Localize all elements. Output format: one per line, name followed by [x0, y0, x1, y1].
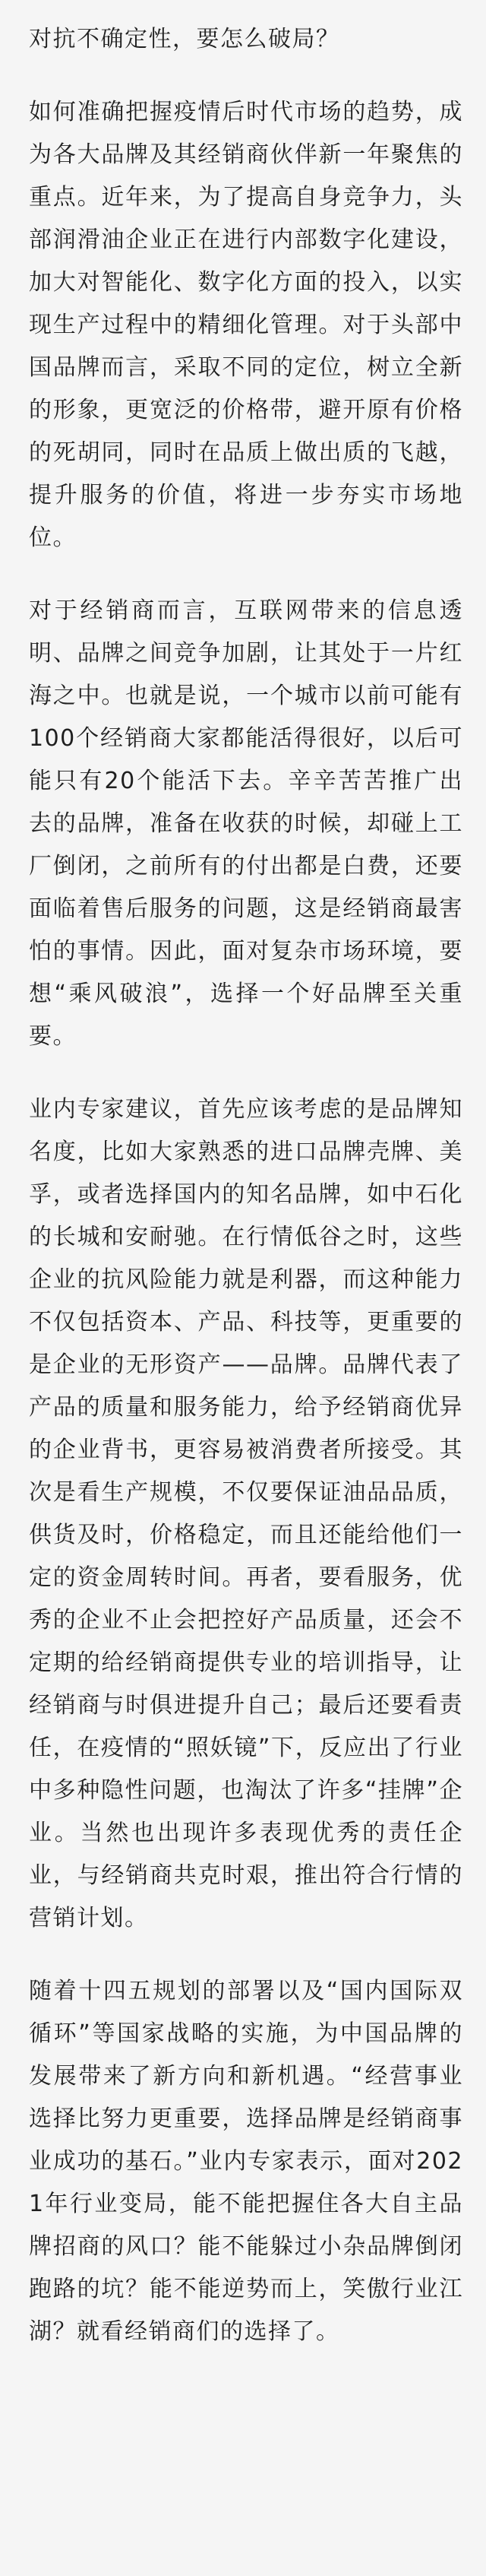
- paragraph-dealer-challenges: 对于经销商而言，互联网带来的信息透明、品牌之间竞争加剧，让其处于一片红海之中。也就是说，一个城市以前可能有100个经销商大家都能活得很好，以后可能只有20个能活下去。辛辛苦苦推广出去的品牌，准备在收获的时候，却碰上工厂倒闭，之前所有的付出都是白费，还要面临着售后服务的问题，这是经销商最害怕的事情。因此，面对复杂市场环境，要想“乘风破浪”，选择一个好品牌至关重要。: [29, 597, 463, 1050]
- paragraph-market-trends: 如何准确把握疫情后时代市场的趋势，成为各大品牌及其经销商伙伴新一年聚焦的重点。近年来，为了提高自身竞争力，头部润滑油企业正在进行内部数字化建设，加大对智能化、数字化方面的投入，以实现生产过程中的精细化管理。对于头部中国品牌而言，采取不同的定位，树立全新的形象，更宽泛的价格带，避开原有价格的死胡同，同时在品质上做出质的飞越，提升服务的价值，将进一步夯实市场地位。: [29, 99, 463, 551]
- paragraph-new-opportunities: 随着十四五规划的部署以及“国内国际双循环”等国家战略的实施，为中国品牌的发展带来了新方向和新机遇。“经营事业选择比努力更重要，选择品牌是经销商事业成功的基石。”业内专家表示，面对2021年行业变局，能不能把握住各大自主品牌招商的风口？能不能躲过小杂品牌倒闭跑路的坑？能不能逆势而上，笑傲行业江湖？就看经销商们的选择了。: [29, 1978, 463, 2345]
- paragraph-expert-advice: 业内专家建议，首先应该考虑的是品牌知名度，比如大家熟悉的进口品牌壳牌、美孚，或者选择国内的知名品牌，如中石化的长城和安耐驰。在行情低谷之时，这些企业的抗风险能力就是利器，而这种能力不仅包括资本、产品、科技等，更重要的是企业的无形资产——品牌。品牌代表了产品的质量和服务能力，给予经销商优异的企业背书，更容易被消费者所接受。其次是看生产规模，不仅要保证油品品质，供货及时，价格稳定，而且还能给他们一定的资金周转时间。再者，要看服务，优秀的企业不止会把控好产品质量，还会不定期的给经销商提供专业的培训指导，让经销商与时俱进提升自己；最后还要看责任，在疫情的“照妖镜”下，反应出了行业中多种隐性问题，也淘汰了许多“挂牌”企业。当然也出现许多表现优秀的责任企业，与经销商共克时艰，推出符合行情的营销计划。: [29, 1096, 463, 1931]
- article-heading: 对抗不确定性，要怎么破局？: [29, 26, 340, 52]
